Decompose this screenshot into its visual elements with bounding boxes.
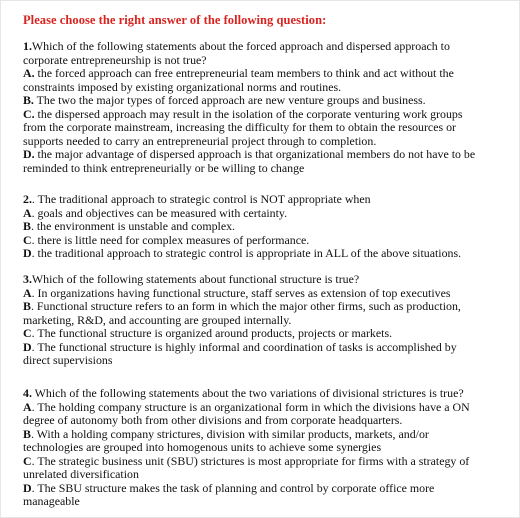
line-text: . The holding company structure is an organizational form in which the divisions have a ON <box>31 399 470 414</box>
option-letter: 3. <box>23 272 32 286</box>
question-1-line <box>23 94 509 108</box>
line-text: technologies are grouped into homogenous units to achieve some synergies <box>23 440 382 454</box>
question-4-line <box>23 455 509 469</box>
line-text: . the traditional approach to strategic control is appropriate in ALL of the above situations. <box>31 246 462 260</box>
line-text: supports needed to carry an entrepreneurial project through to completion. <box>23 133 377 148</box>
option-letter: B. <box>23 93 34 107</box>
question-4-line <box>23 482 509 496</box>
question-1-line <box>23 135 509 149</box>
option-letter: C. <box>23 106 35 121</box>
option-letter: 2. <box>23 192 32 206</box>
line-text: the major advantage of dispersed approach is that organizational members do not have to be <box>34 147 476 161</box>
option-letter: B <box>23 426 31 441</box>
question-3-line <box>23 314 509 328</box>
line-text: Which of the following statements about the forced approach and dispersed approach to <box>31 39 450 53</box>
option-letter: 1. <box>23 39 32 53</box>
line-text: . the environment is unstable and complex. <box>30 219 236 233</box>
option-letter: 4. <box>23 386 32 400</box>
line-text: . The functional structure is organized around products, projects or markets. <box>31 326 393 340</box>
line-text: . The traditional approach to strategic control is NOT appropriate when <box>31 192 371 206</box>
line-text: . The strategic business unit (SBU) strictures is most appropriate for firms with a strategy of <box>31 453 470 468</box>
option-letter: C <box>23 326 32 340</box>
line-text: The two the major types of forced approach are new venture groups and business. <box>33 93 426 107</box>
line-text: the dispersed approach may result in the isolation of the corporate venturing work groups <box>34 106 463 121</box>
line-text: constraints imposed by existing organizational norms and routines. <box>23 79 342 94</box>
question-1-line <box>23 40 509 54</box>
option-letter: D. <box>23 147 35 161</box>
line-text: . goals and objectives can be measured with certainty. <box>31 205 288 220</box>
question-4-line <box>23 495 509 509</box>
line-text: . The functional structure is highly informal and coordination of tasks is accomplished by <box>31 339 457 354</box>
line-text: unrelated diversification <box>23 467 139 481</box>
line-text: direct supervisions <box>23 353 113 367</box>
line-text: . there is little need for complex measures of performance. <box>31 232 310 247</box>
line-text: . The SBU structure makes the task of planning and control by corporate office more <box>31 480 435 495</box>
option-letter: D <box>23 246 32 260</box>
question-4-line <box>23 441 509 455</box>
line-text: . With a holding company strictures, division with similar products, markets, and/or <box>30 426 429 441</box>
question-3-line <box>23 341 509 355</box>
question-3-line <box>23 354 509 368</box>
question-1-line <box>23 121 509 135</box>
question-4 <box>23 387 509 509</box>
question-2-line <box>23 193 509 207</box>
line-text: reminded to think entrepreneurially or be willing to change <box>23 160 305 175</box>
question-2-line <box>23 207 509 221</box>
line-text: marketing, R&D, and accounting are grouped internally. <box>23 312 292 327</box>
option-letter: A <box>23 399 32 414</box>
question-3 <box>23 273 509 368</box>
question-4-line <box>23 401 509 415</box>
option-letter: D <box>23 339 32 354</box>
question-1 <box>23 40 509 175</box>
question-3-line <box>23 273 509 287</box>
option-letter: D <box>23 480 32 495</box>
line-text: the forced approach can free entrepreneurial team members to think and act without the <box>34 66 454 80</box>
question-1-line <box>23 54 509 68</box>
question-2-line <box>23 247 509 261</box>
question-3-line <box>23 327 509 341</box>
question-1-line <box>23 108 509 122</box>
line-text: manageable <box>23 494 80 508</box>
line-text: . In organizations having functional structure, staff serves as extension of top executives <box>31 285 451 300</box>
line-text: from the corporate mainstream, increasing the difficulty for them to obtain the resources or <box>23 120 456 134</box>
instruction-heading: Please choose the right answer of the following question: <box>23 13 327 27</box>
line-text: corporate entrepreneurship is not true? <box>23 52 207 67</box>
question-2 <box>23 193 509 261</box>
question-1-line <box>23 148 509 162</box>
option-letter: A <box>23 205 32 220</box>
question-2-line <box>23 220 509 234</box>
option-letter: B <box>23 299 31 313</box>
option-letter: B <box>23 219 31 233</box>
option-letter: A. <box>23 66 35 80</box>
option-letter: A <box>23 285 32 300</box>
question-4-line <box>23 387 509 401</box>
question-2-line <box>23 234 509 248</box>
option-letter: C <box>23 232 32 247</box>
question-4-line <box>23 428 509 442</box>
line-text: Which of the following statements about functional structure is true? <box>31 272 360 286</box>
question-4-line <box>23 468 509 482</box>
question-3-line <box>23 300 509 314</box>
option-letter: C <box>23 453 32 468</box>
question-1-line <box>23 81 509 95</box>
question-4-line <box>23 414 509 428</box>
question-3-line <box>23 287 509 301</box>
question-1-line <box>23 162 509 176</box>
question-1-line <box>23 67 509 81</box>
line-text: degree of autonomy both from other divisions and from corporate headquarters. <box>23 413 403 427</box>
line-text: Which of the following statements about the two variations of divisional strictures is true? <box>31 386 464 400</box>
line-text: . Functional structure refers to an form in which the major other firms, such as production, <box>30 299 461 313</box>
